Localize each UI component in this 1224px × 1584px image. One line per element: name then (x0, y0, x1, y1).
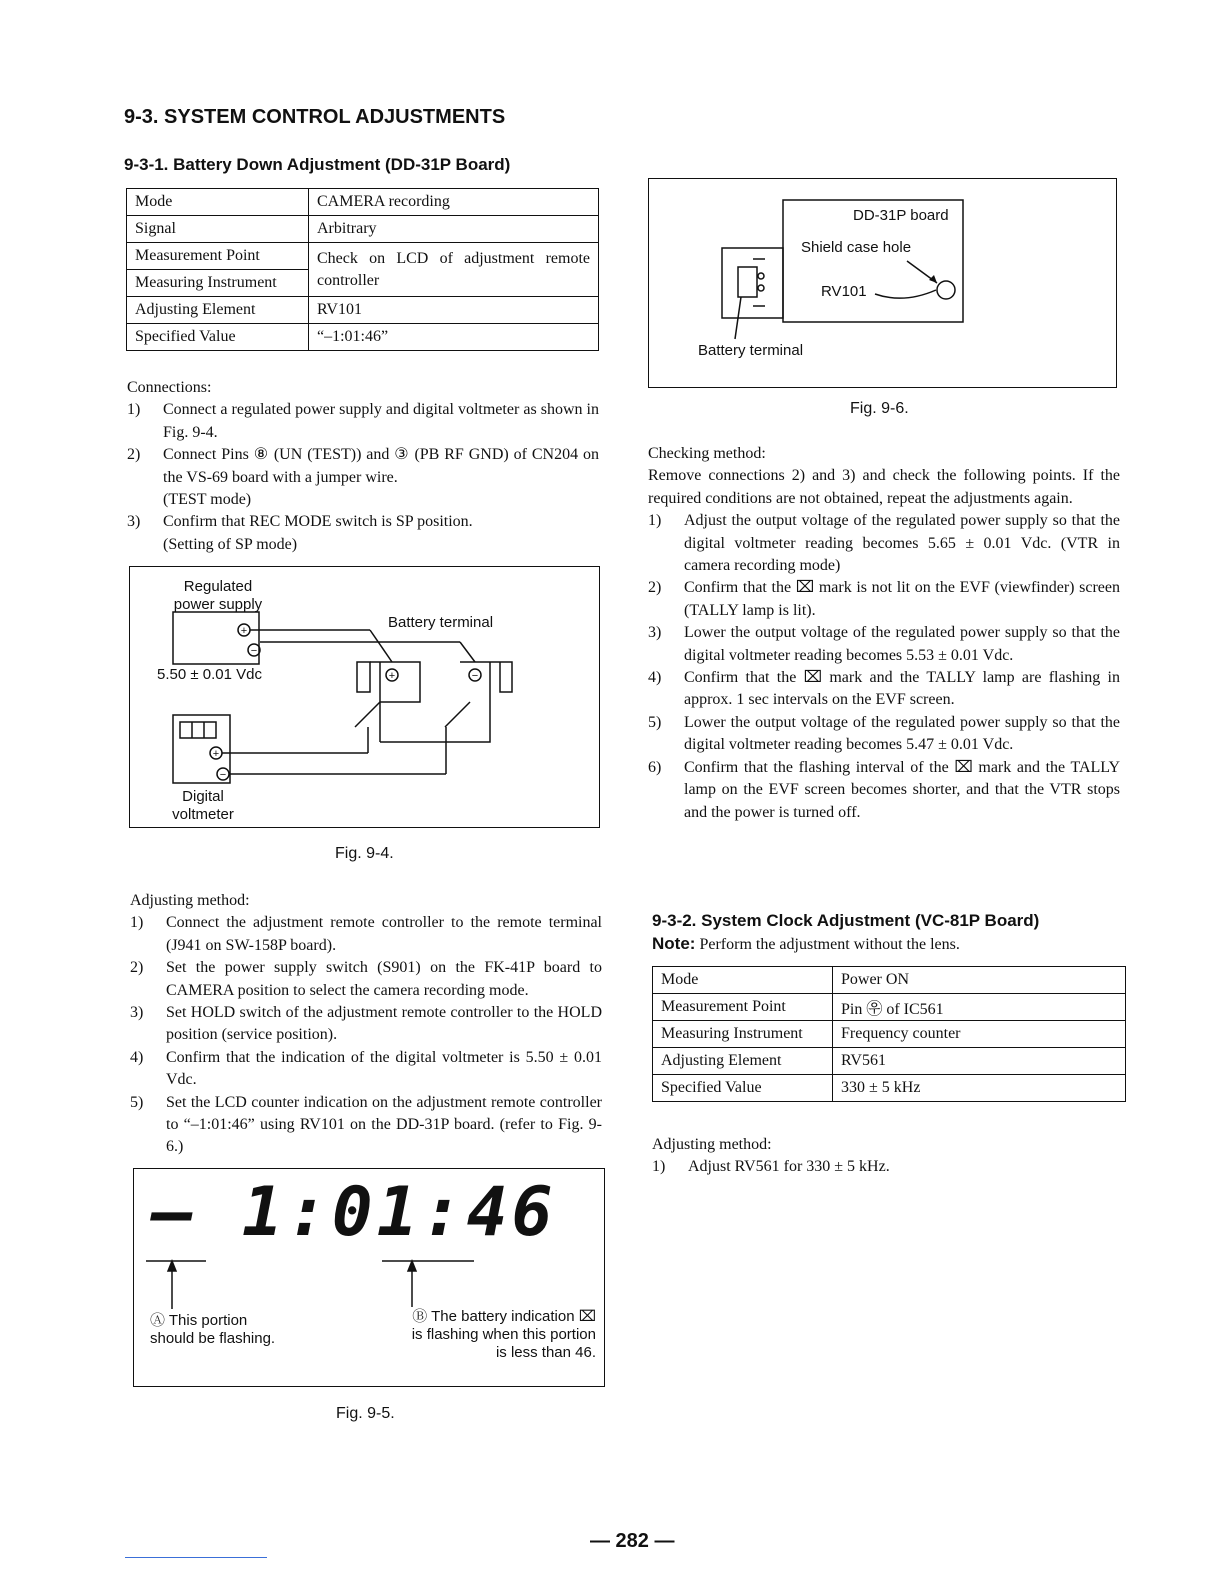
item-number: 3) (130, 1004, 144, 1022)
list-item (130, 912, 602, 957)
table-cell: Pin ㉾ of IC561 (833, 994, 1126, 1021)
section-title: 9-3. SYSTEM CONTROL ADJUSTMENTS (124, 106, 506, 128)
table-cell: CAMERA recording (309, 189, 599, 216)
list-item (130, 957, 602, 1002)
table-row (653, 994, 1126, 1021)
item-text: Set the power supply switch (S901) on the FK-41P board to CAMERA position to select the camera recording mode. (166, 959, 602, 999)
adjusting-block (130, 890, 602, 1159)
list-item (648, 510, 1120, 577)
item-text: Set the LCD counter indication on the adjustment remote controller to “–1:01:46” using RV101 on the DD-31P board. (refer to Fig. 9-6.) (166, 1093, 602, 1156)
fig-9-6-caption: Fig. 9-6. (850, 400, 909, 417)
fig-9-6 (648, 178, 1117, 388)
item-number: 1) (652, 1158, 666, 1176)
table-cell: RV561 (833, 1048, 1126, 1075)
board-label: DD-31P board (853, 207, 949, 224)
footer-divider (125, 1557, 267, 1558)
item-text: Confirm that the ⌧ mark is not lit on the EVF (viewfinder) screen (TALLY lamp is lit). (684, 579, 1120, 619)
item-text: Connect a regulated power supply and digital voltmeter as shown in Fig. 9-4. (163, 401, 599, 441)
table-cell: Specified Value (127, 324, 309, 351)
table-cell: Power ON (833, 967, 1126, 994)
checking-block (648, 443, 1120, 824)
table-row (653, 1048, 1126, 1075)
table-cell: Adjusting Element (653, 1048, 833, 1075)
item-number: 2) (127, 446, 141, 464)
item-number: 1) (130, 914, 144, 932)
item-subtext: (TEST mode) (163, 491, 252, 509)
note-b: Ⓑ The battery indication ⌧ is flashing when this portion is less than 46. (411, 1308, 596, 1361)
item-text: Confirm that the ⌧ mark and the TALLY lamp are flashing in approx. 1 sec intervals on the EVF screen. (684, 669, 1120, 709)
battery-spec-table (126, 188, 599, 351)
table-row (127, 216, 599, 243)
item-text: Set HOLD switch of the adjustment remote controller to the HOLD position (service position). (166, 1004, 602, 1044)
item-number: 3) (648, 624, 662, 642)
list-item (127, 511, 599, 556)
digital-voltmeter-label: Digital voltmeter (172, 788, 234, 823)
list-item (127, 399, 599, 444)
note-a: Ⓐ This portion should be flashing. (150, 1312, 276, 1347)
note-text: Perform the adjustment without the lens. (699, 936, 960, 953)
svg-text:−: − (471, 670, 479, 682)
table-cell: “–1:01:46” (309, 324, 599, 351)
table-cell: Adjusting Element (127, 297, 309, 324)
table-row (653, 1021, 1126, 1048)
connections-label: Connections: (127, 379, 212, 396)
fig-9-4 (129, 566, 600, 828)
list-item (648, 757, 1120, 824)
table-cell: Signal (127, 216, 309, 243)
item-subtext: (Setting of SP mode) (163, 535, 298, 553)
svg-text:−: − (219, 769, 227, 781)
table-cell: Frequency counter (833, 1021, 1126, 1048)
item-number: 5) (130, 1093, 144, 1111)
list-item (648, 622, 1120, 667)
list-item (130, 1002, 602, 1047)
item-text: Lower the output voltage of the regulated power supply so that the digital voltmeter reading becomes 5.47 ± 0.01 Vdc. (684, 713, 1120, 754)
table-cell: Measurement Point (127, 243, 309, 270)
item-text: Confirm that REC MODE switch is SP position. (163, 513, 473, 531)
list-item (648, 577, 1120, 622)
item-number: 2) (130, 959, 144, 977)
item-number: 5) (648, 713, 662, 731)
item-text: Confirm that the flashing interval of the ⌧ mark and the TALLY lamp on the EVF screen becomes shorter, and that the VTR stops and the power is turned off. (684, 758, 1120, 821)
sub1-title: 9-3-1. Battery Down Adjustment (DD-31P Board) (124, 155, 511, 174)
sub2-title: 9-3-2. System Clock Adjustment (VC-81P Board) (652, 911, 1040, 930)
table-cell: Mode (653, 967, 833, 994)
table-cell: Specified Value (653, 1075, 833, 1102)
svg-text:−: − (250, 645, 258, 657)
adjusting-label: Adjusting method: (652, 1136, 772, 1153)
clock-spec-table (652, 966, 1126, 1102)
checking-intro: Remove connections 2) and 3) and check the following points. If the required conditions are not obtained, repeat the adjustments again. (648, 467, 1120, 507)
item-number: 4) (648, 669, 662, 687)
table-row (127, 189, 599, 216)
item-text: Adjust RV561 for 330 ± 5 kHz. (688, 1158, 890, 1176)
battery-terminal-label: Battery terminal (388, 614, 494, 631)
shield-hole-label: Shield case hole (801, 239, 912, 256)
table-row (127, 297, 599, 324)
table-row (127, 324, 599, 351)
list-item (130, 1092, 602, 1159)
table-cell: 330 ± 5 kHz (833, 1075, 1126, 1102)
sub2-adjusting-block (652, 1134, 1122, 1179)
svg-text:+: + (388, 670, 396, 682)
note-label: Note: (652, 934, 696, 953)
item-text: Adjust the output voltage of the regulated power supply so that the digital voltmeter reading becomes 5.65 ± 0.01 Vdc. (VTR in camera recording mode) (684, 512, 1120, 575)
item-number: 1) (127, 401, 141, 419)
table-cell: RV101 (309, 297, 599, 324)
fig-9-5 (133, 1168, 605, 1387)
item-text: Connect the adjustment remote controller to the remote terminal (J941 on SW-158P board). (166, 914, 602, 954)
voltage-label: 5.50 ± 0.01 Vdc (157, 666, 262, 683)
adjusting-label: Adjusting method: (130, 892, 250, 909)
table-cell: Measuring Instrument (127, 270, 309, 297)
page-number: — 282 — (590, 1530, 675, 1552)
item-text: Connect Pins ⑧ (UN (TEST)) and ③ (PB RF GND) of CN204 on the VS-69 board with a jumper wire. (163, 446, 599, 486)
lcd-counter-display: – 1:01:46 (152, 1173, 557, 1252)
table-row (653, 967, 1126, 994)
table-cell: Arbitrary (309, 216, 599, 243)
checking-label: Checking method: (648, 445, 766, 462)
table-cell: Measurement Point (653, 994, 833, 1021)
table-cell: Mode (127, 189, 309, 216)
item-number: 2) (648, 579, 662, 597)
table-cell: Check on LCD of adjustment remote controller (309, 243, 599, 297)
list-item (130, 1047, 602, 1092)
table-row (127, 243, 599, 270)
svg-text:+: + (240, 625, 248, 637)
item-number: 4) (130, 1048, 144, 1066)
item-number: 1) (648, 512, 662, 530)
table-row (653, 1075, 1126, 1102)
item-number: 3) (127, 513, 141, 531)
battery-terminal-label: Battery terminal (698, 342, 804, 359)
fig-9-5-caption: Fig. 9-5. (336, 1405, 395, 1422)
rv101-label: RV101 (821, 283, 867, 300)
power-supply-label: Regulated power supply (173, 578, 263, 613)
list-item (648, 667, 1120, 712)
fig-9-4-caption: Fig. 9-4. (335, 845, 394, 862)
table-cell: Measuring Instrument (653, 1021, 833, 1048)
item-text: Lower the output voltage of the regulated power supply so that the digital voltmeter reading becomes 5.53 ± 0.01 Vdc. (684, 624, 1120, 664)
item-number: 6) (648, 758, 662, 776)
item-text: Confirm that the indication of the digital voltmeter is 5.50 ± 0.01 Vdc. (166, 1048, 602, 1089)
list-item (652, 1156, 1122, 1178)
connections-block (127, 377, 599, 556)
sub2-note (652, 933, 960, 956)
list-item (127, 444, 599, 511)
svg-text:+: + (212, 748, 220, 760)
list-item (648, 712, 1120, 757)
